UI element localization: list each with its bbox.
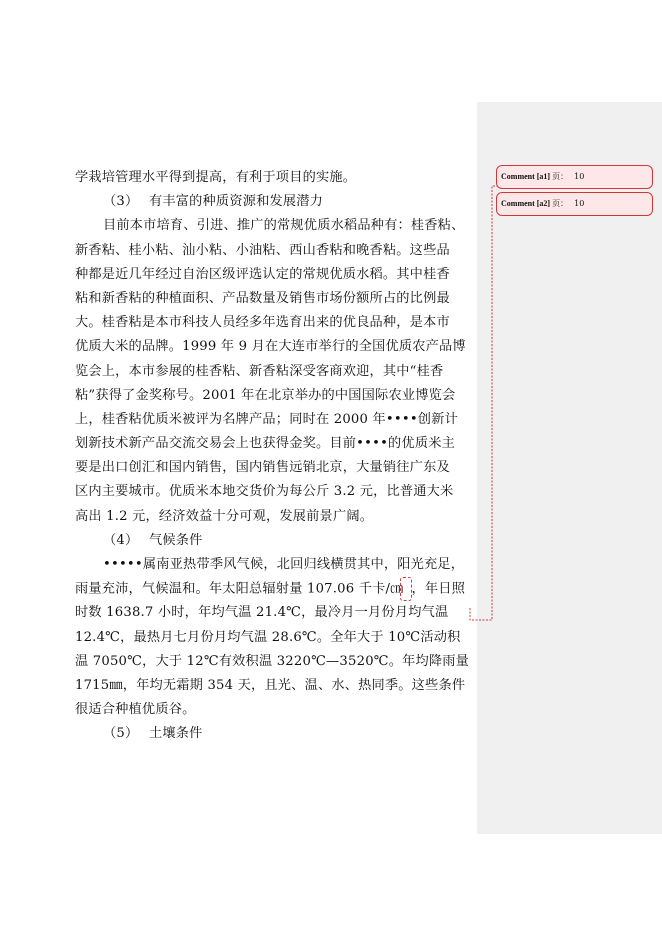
text-line: 要是出口创汇和国内销售，国内销售远销北京，大量销往广东及 — [75, 460, 450, 476]
heading-title: 土壤条件 — [149, 726, 203, 742]
text-line: 览会上，本市参展的桂香粘、新香粘深受客商欢迎，其中“桂香 — [75, 363, 444, 379]
comment-page-label: 页： — [552, 172, 569, 181]
document-body — [75, 166, 469, 747]
text-span: 雨量充沛，气候温和。年太阳总辐射量 107.06 千卡/㎝ — [75, 581, 404, 597]
text-line: 划新技术新产品交流交易会上也获得金奖。目前••••的优质米主 — [75, 436, 455, 452]
comment-label: Comment [a1] — [501, 172, 551, 181]
text-line: 区内主要城市。优质米本地交货价为每公斤 3.2 元，比普通大米 — [75, 484, 454, 500]
text-line: •••••属南亚热带季风气候，北回归线横贯其中，阳光充足， — [103, 557, 465, 572]
heading-title: 有丰富的种质资源和发展潜力 — [149, 194, 324, 210]
text-line: 时数 1638.7 小时，年均气温 21.4℃，最冷月一月份月均气温 — [75, 605, 449, 621]
section-heading-4 — [75, 529, 469, 553]
heading-title: 气候条件 — [149, 532, 203, 548]
text-line: 学栽培管理水平得到提高，有利于项目的实施。 — [75, 170, 357, 185]
text-line: 高出 1.2 元，经济效益十分可观，发展前景广阔。 — [75, 508, 374, 524]
text-line — [75, 577, 469, 601]
text-line: 种都是近几年经过自治区级评选认定的常规优质水稻。其中桂香 — [75, 266, 450, 282]
text-line: 很适合种植优质谷。 — [75, 702, 196, 718]
text-line: 上，桂香粘优质米被评为名牌产品；同时在 2000 年••••创新计 — [75, 411, 458, 427]
section-heading-5 — [75, 722, 469, 746]
text-line: 温 7050℃，大于 12℃有效积温 3220℃—3520℃。年均降雨量 — [75, 653, 470, 669]
text-line: 优质大米的品牌。1999 年 9 月在大连市举行的全国优质农产品博 — [75, 339, 466, 355]
comment-page-label: 页： — [552, 199, 569, 208]
text-line: 目前本市培育、引进、推广的常规优质水稻品种有：桂香粘、 — [103, 218, 465, 234]
heading-number: （5） — [103, 726, 139, 742]
text-span: ，年日照 — [411, 581, 466, 597]
text-line: 大。桂香粘是本市科技人员经多年选育出来的优良品种，是本市 — [75, 315, 450, 331]
text-line: 12.4℃，最热月七月份月均气温 28.6℃。全年大于 10℃活动积 — [75, 629, 461, 645]
heading-number: （3） — [103, 194, 139, 210]
comment-balloon-a2[interactable] — [496, 192, 653, 216]
text-line: 新香粘、桂小粘、汕小粘、小油粘、西山香粘和晚香粘。这些品 — [75, 242, 450, 258]
comment-label: Comment [a2] — [501, 199, 551, 208]
text-line: 1715㎜，年均无霜期 354 天，且光、温、水、热同季。这些条件 — [75, 677, 466, 693]
comment-page-number: 10 — [574, 199, 585, 208]
text-line: 粘和新香粘的种植面积、产品数量及销售市场份额所占的比例最 — [75, 290, 450, 306]
comment-anchor[interactable] — [400, 577, 412, 601]
section-heading-3 — [75, 190, 469, 214]
heading-number: （4） — [103, 532, 139, 548]
comment-page-number: 10 — [574, 172, 585, 181]
comment-balloon-a1[interactable] — [496, 165, 653, 189]
text-line: 粘”获得了金奖称号。2001 年在北京举办的中国国际农业博览会 — [75, 387, 456, 403]
